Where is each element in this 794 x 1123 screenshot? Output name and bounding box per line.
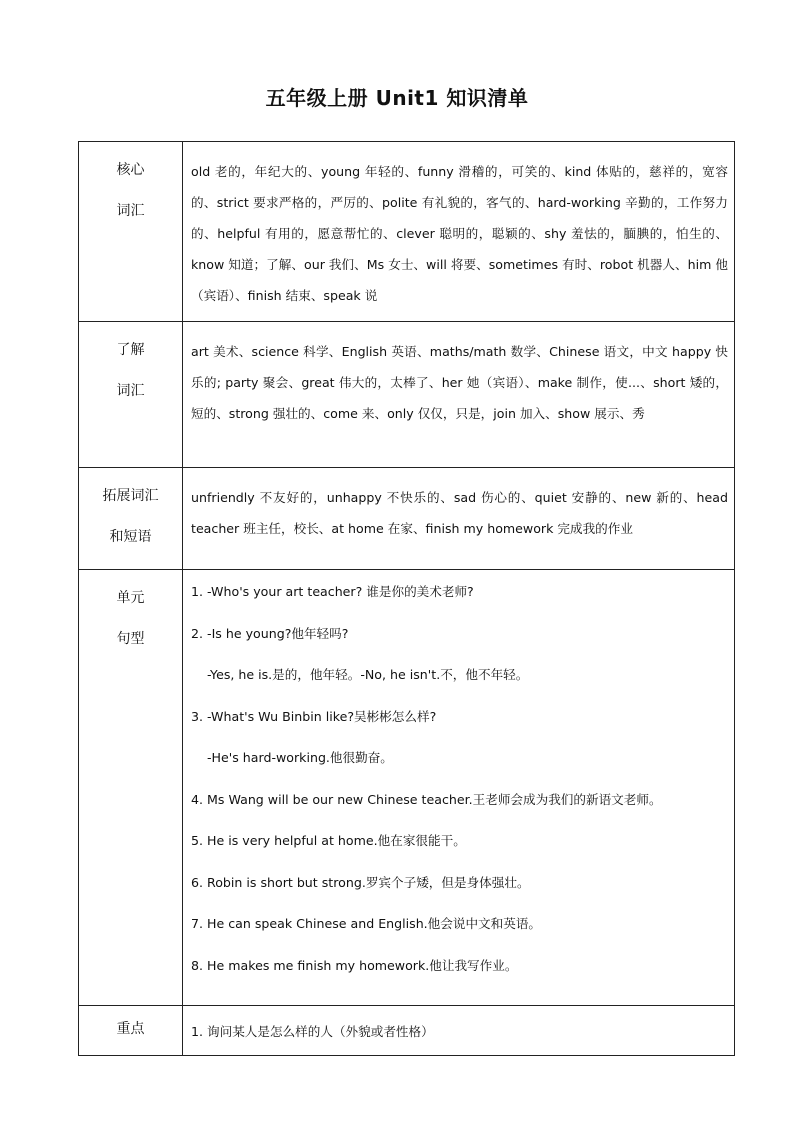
row-unit-sentences (79, 570, 735, 1006)
label-line-1: 单元 (116, 590, 145, 606)
sentence-item: 7. He can speak Chinese and English.他会说中文和英语。 (191, 916, 542, 931)
sentence-item: 3. -What's Wu Binbin like?吴彬彬怎么样? (191, 708, 437, 724)
row-label-unit-sentences (79, 570, 183, 1006)
key-point-item: 1. 询问某人是怎么样的人（外貌或者性格） (191, 1024, 434, 1039)
row-extended-vocabulary (79, 468, 735, 570)
label-line-1: 核心 (116, 162, 145, 178)
row-label-core-vocabulary (79, 142, 183, 322)
row-label-understand-vocabulary (79, 322, 183, 468)
row-core-vocabulary (79, 142, 735, 322)
label-line-2: 词汇 (116, 383, 145, 399)
sentence-item: 4. Ms Wang will be our new Chinese teacher.王老师会成为我们的新语文老师。 (191, 791, 662, 807)
label-line-2: 和短语 (109, 529, 152, 545)
key-points-text (183, 1006, 735, 1056)
unit-sentences-list (183, 570, 735, 1006)
extended-vocabulary-text: unfriendly 不友好的，unhappy 不快乐的、sad 伤心的、quiet 安静的、new 新的、head teacher 班主任，校长、at home 在家、finish my homework 完成我的作业 (183, 468, 735, 570)
sentence-item: 8. He makes me finish my homework.他让我写作业。 (191, 957, 518, 973)
sentence-item: 2. -Is he young?他年轻吗? (191, 625, 349, 641)
label-line-2: 词汇 (116, 203, 145, 219)
understand-vocabulary-text: art 美术、science 科学、English 英语、maths/math 数学、Chinese 语文，中文 happy 快乐的; party 聚会、great 伟大的，太棒了、her 她（宾语）、make 制作，使...、short 矮的，短的、strong 强壮的、come 来、only 仅仅，只是，join 加入、show 展示、秀 (183, 322, 735, 468)
label-line-1: 拓展词汇 (102, 488, 159, 504)
label-line-2: 句型 (116, 631, 145, 647)
sentence-item: -He's hard-working.他很勤奋。 (207, 750, 393, 765)
core-vocabulary-text: old 老的，年纪大的、young 年轻的、funny 滑稽的，可笑的、kind 体贴的，慈祥的，宽容的、strict 要求严格的，严厉的、polite 有礼貌的，客气的、hard-working 辛勤的，工作努力的、helpful 有用的，愿意帮忙的、clever 聪明的，聪颖的、shy 羞怯的，腼腆的，怕生的、know 知道；了解、our 我们、Ms 女士、will 将要、sometimes 有时、robot 机器人、him 他（宾语）、finish 结束、speak 说 (183, 142, 735, 322)
sentence-item: 5. He is very helpful at home.他在家很能干。 (191, 833, 466, 848)
row-key-points (79, 1006, 735, 1056)
row-label-key-points: 重点 (79, 1006, 183, 1056)
label-line-1: 了解 (116, 342, 145, 358)
sentence-item: 1. -Who's your art teacher? 谁是你的美术老师? (191, 584, 474, 599)
knowledge-table (78, 141, 735, 1056)
row-label-extended-vocabulary (79, 468, 183, 570)
page-title: 五年级上册 Unit1 知识清单 (265, 86, 529, 110)
sentence-item: 6. Robin is short but strong.罗宾个子矮，但是身体强壮。 (191, 874, 530, 890)
sentence-item: -Yes, he is.是的，他年轻。-No, he isn't.不，他不年轻。 (207, 667, 529, 682)
row-understand-vocabulary (79, 322, 735, 468)
